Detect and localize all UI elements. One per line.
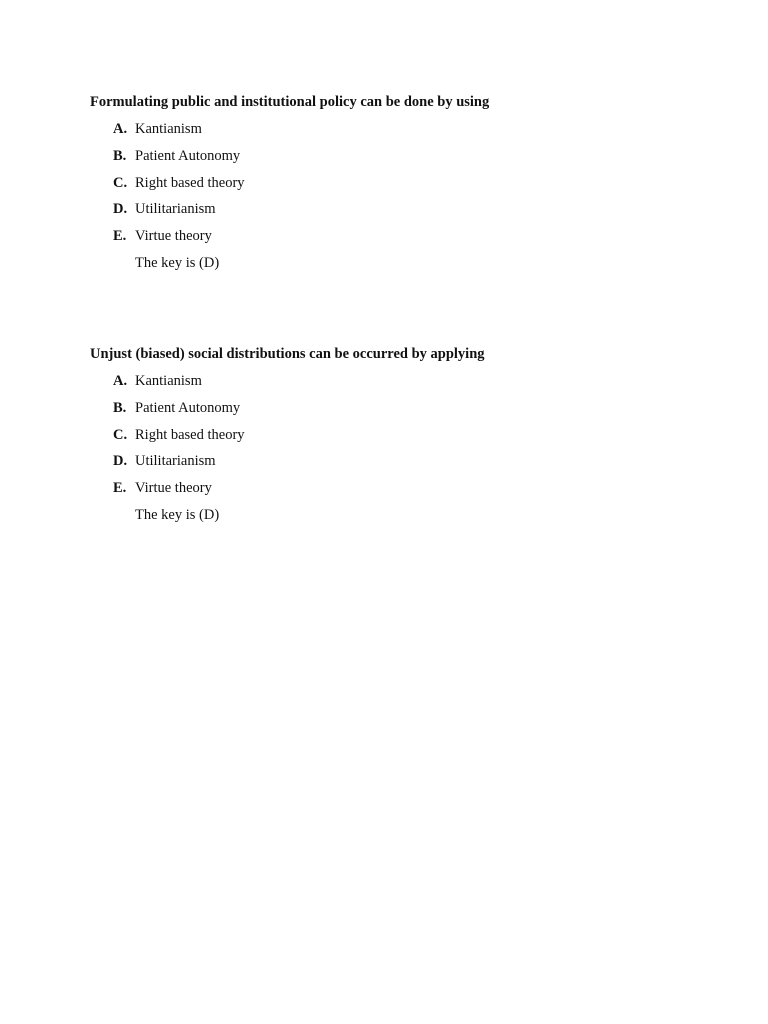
- option-text: Kantianism: [135, 373, 202, 389]
- option-list: [90, 373, 710, 507]
- option-d: [90, 453, 710, 480]
- option-b: [90, 400, 710, 427]
- option-d: [90, 201, 710, 228]
- question-1: [90, 93, 710, 281]
- option-e: [90, 480, 710, 507]
- option-text: Virtue theory: [135, 480, 212, 497]
- option-e: [90, 228, 710, 255]
- answer-key: The key is (D): [135, 254, 220, 271]
- option-list: [90, 121, 710, 255]
- option-letter: D.: [113, 453, 128, 470]
- option-letter: B.: [113, 147, 127, 164]
- option-text: Virtue theory: [135, 228, 212, 245]
- option-text: Patient Autonomy: [135, 399, 241, 416]
- option-b: [90, 148, 710, 175]
- option-letter: C.: [113, 426, 128, 443]
- option-letter: C.: [113, 174, 128, 191]
- option-text: Kantianism: [135, 121, 202, 137]
- question-stem: Formulating public and institutional policy can be done by using: [90, 94, 490, 110]
- option-c: [90, 427, 710, 454]
- option-text: Utilitarianism: [135, 201, 216, 218]
- option-letter: B.: [113, 399, 127, 416]
- option-letter: E.: [113, 480, 127, 497]
- option-text: Right based theory: [135, 174, 245, 191]
- question-2: [90, 345, 710, 533]
- option-text: Utilitarianism: [135, 453, 216, 470]
- option-letter: E.: [113, 228, 127, 245]
- option-text: Right based theory: [135, 426, 245, 443]
- question-stem: Unjust (biased) social distributions can be occurred by applying: [90, 346, 485, 362]
- option-c: [90, 175, 710, 202]
- option-a: [90, 121, 710, 148]
- answer-key: The key is (D): [135, 506, 220, 523]
- option-a: [90, 373, 710, 400]
- option-letter: A.: [113, 373, 128, 389]
- option-letter: D.: [113, 201, 128, 218]
- option-text: Patient Autonomy: [135, 147, 241, 164]
- option-letter: A.: [113, 121, 128, 137]
